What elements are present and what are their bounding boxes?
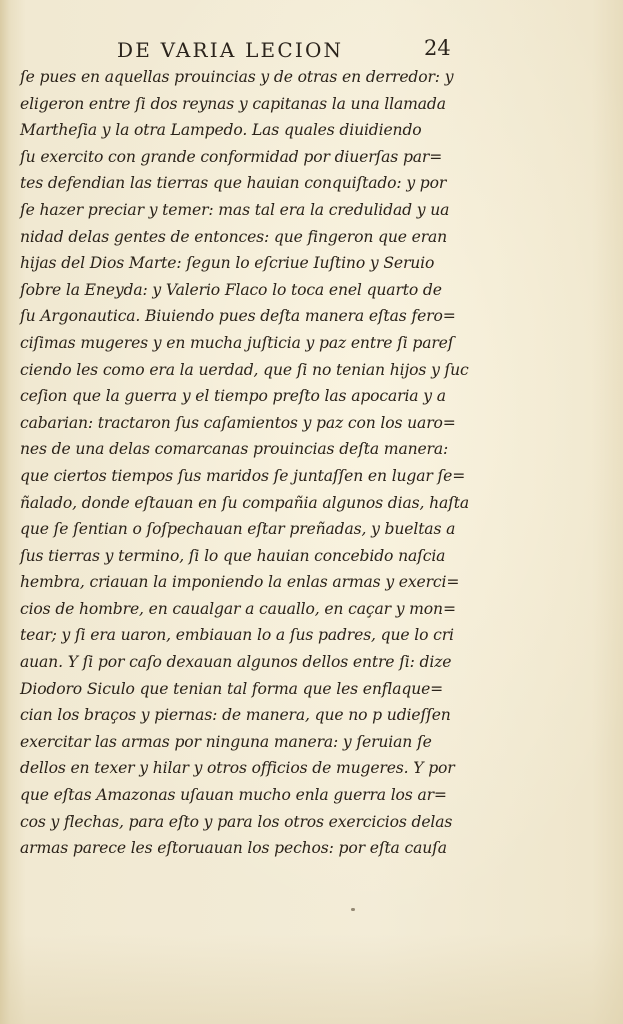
text-line: ſe pues en aquellas prouincias y de otras en derredor: y [20, 68, 454, 86]
text-line: Diodoro Siculo que tenian tal forma que les enflaque= [20, 679, 444, 698]
text-line: nes de una delas comarcanas prouincias deſta manera: [20, 440, 449, 459]
text-line: ñalado, donde eſtauan en ſu compañia algunos dias, haſta [20, 493, 470, 512]
text-line: nidad delas gentes de entonces: que fingeron que eran [20, 227, 448, 246]
text-line: ſus tierras y termino, ſi lo que hauian concebido naſcia [20, 546, 446, 565]
text-line: dellos en texer y hilar y otros officios de mugeres. Y por [20, 759, 455, 778]
text-line: ſe hazer preciar y temer: mas tal era la credulidad y ua [20, 200, 450, 219]
text-line: ſu exercito con grande conformidad por diuerſas par= [20, 147, 443, 166]
text-line: ſu Argonautica. Biuiendo pues deſta manera eſtas fero= [20, 307, 456, 326]
text-line: hijas del Dios Marte: ſegun lo eſcriue Iuſtino y Seruio [20, 254, 435, 273]
text-line: Martheſia y la otra Lampedo. Las quales diuidiendo [20, 121, 422, 140]
text-line: ciendo les como era la uerdad, que ſi no tenian hijos y ſuc [20, 360, 469, 379]
text-line: cabarian: tractaron ſus caſamientos y paz con los uaro= [20, 413, 456, 432]
text-line: armas parece les eſtoruauan los pechos: por eſta cauſa [20, 839, 447, 858]
text-line: hembra, criauan la imponiendo la enlas armas y exerci= [20, 573, 460, 592]
text-line: cios de hombre, en caualgar a cauallo, en caçar y mon= [20, 599, 456, 618]
text-line: ſobre la Eneyda: y Valerio Flaco lo toca enel quarto de [20, 280, 442, 299]
text-line: ciſimas mugeres y en mucha juſticia y paz entre ſi pareſ [20, 333, 454, 352]
text-line: tear; y ſi era uaron, embiauan lo a ſus padres, que lo cri [20, 626, 454, 645]
text-line: que ſe ſentian o ſoſpechauan eſtar preñadas, y bueltas a [20, 520, 456, 539]
text-line: exercitar las armas por ninguna manera: y ſeruian ſe [20, 732, 432, 751]
page-number: 24 [424, 36, 451, 60]
running-title: DE VARIA LECION [117, 38, 344, 62]
text-line: eligeron entre ſi dos reynas y capitanas la una llamada [20, 94, 446, 113]
text-line: cian los braços y piernas: de manera, que no p udieſſen [20, 706, 451, 725]
text-line: que eſtas Amazonas uſauan mucho enla guerra los ar= [20, 786, 447, 805]
text-line: auan. Y ſi por caſo dexauan algunos dellos entre ſi: dize [20, 653, 452, 672]
text-line: tes defendian las tierras que hauian conquiſtado: y por [20, 174, 447, 193]
ink-speck [351, 908, 355, 911]
body-text [20, 64, 498, 862]
text-line: cos y flechas, para eſto y para los otros exercicios delas [20, 812, 453, 831]
text-line: ceſion que la guerra y el tiempo preſto las apocaria y a [20, 387, 446, 406]
text-line: que ciertos tiempos ſus maridos ſe juntaſſen en lugar ſe= [20, 466, 466, 485]
